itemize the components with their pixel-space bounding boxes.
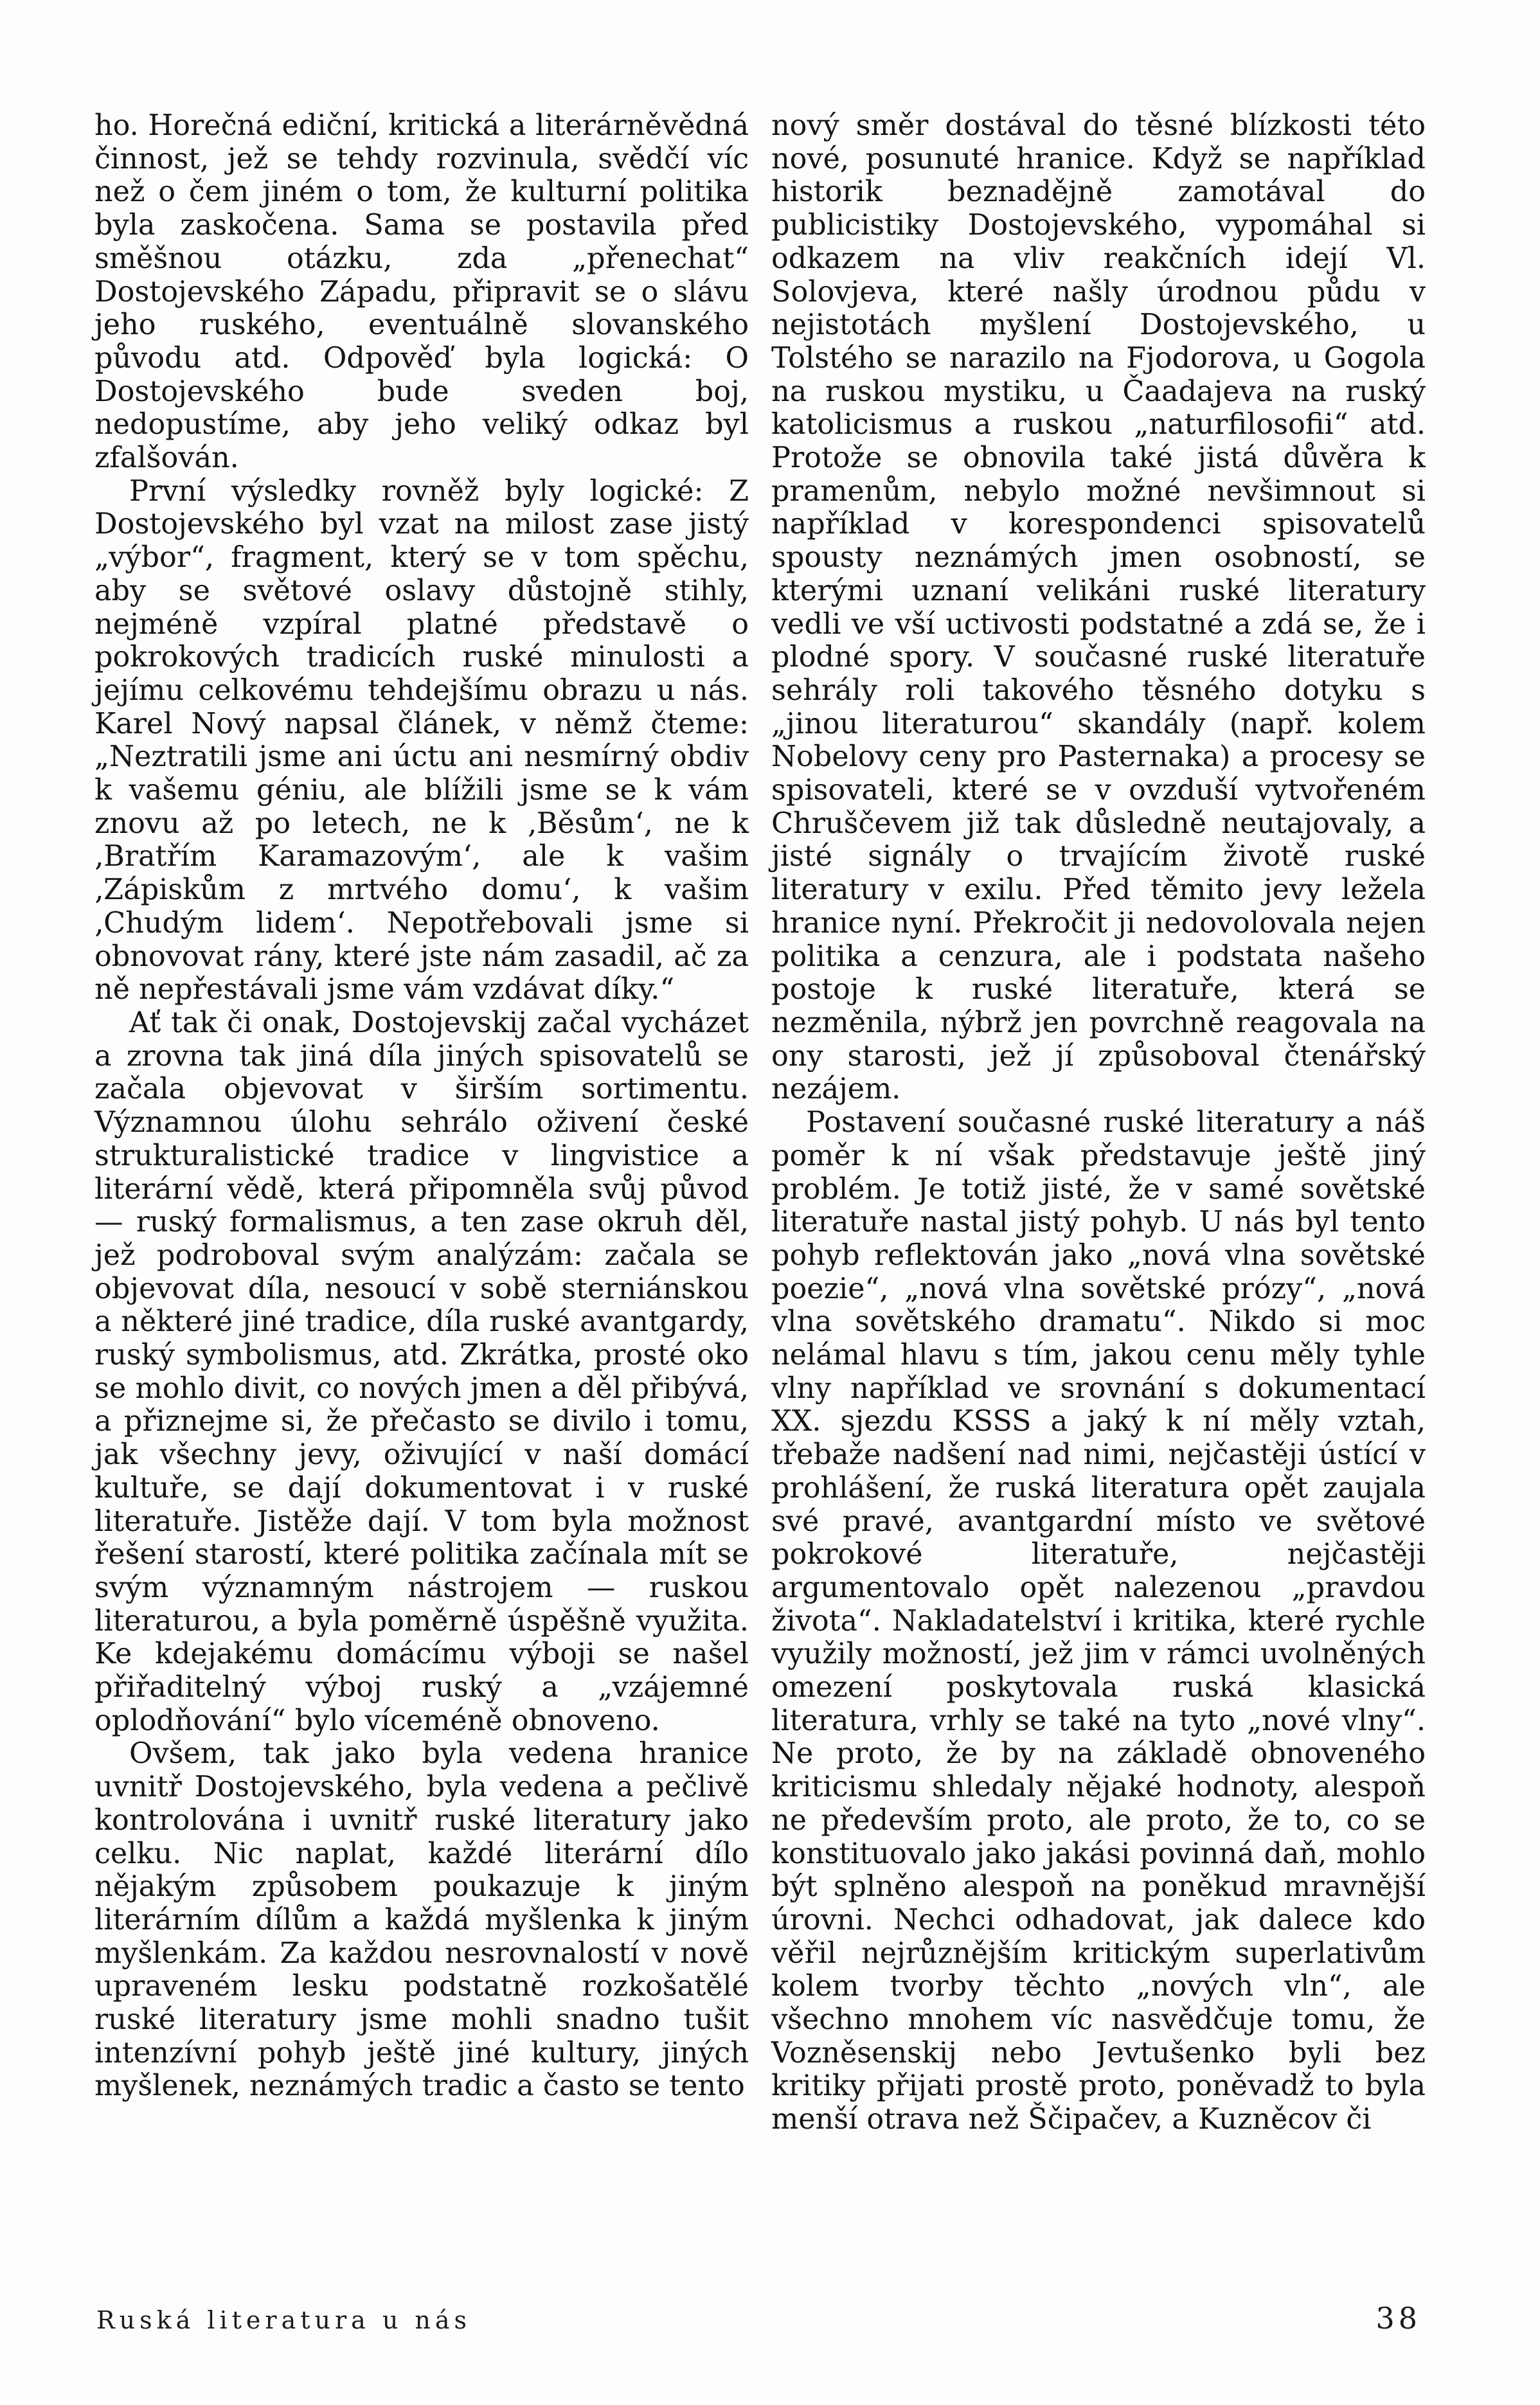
running-title: Ruská literatura u nás bbox=[96, 2306, 472, 2334]
paragraph: ho. Horečná ediční, kritická a literárněvědná činnost, jež se tehdy rozvinula, svědčí víc než o čem jiném o tom, že kulturní politika byla zaskočena. Sama se postavila před směšnou otázku, zda „přenechat“ Dostojevského Západu, připravit se o slávu jeho ruského, eventuálně slovanského původu atd. Odpověď byla logická: O Dostojevského bude sveden boj, nedopustíme, aby jeho veliký odkaz byl zfalšován. bbox=[94, 109, 749, 475]
paragraph: První výsledky rovněž byly logické: Z Dostojevského byl vzat na milost zase jistý „výbor“, fragment, který se v tom spěchu, aby se světové oslavy důstojně stihly, nejméně vzpíral platné představě o pokrokových tradicích ruské minulosti a jejímu celkovému tehdejšímu obrazu u nás. Karel Nový napsal článek, v němž čteme: „Neztratili jsme ani úctu ani nesmírný obdiv k vašemu géniu, ale blížili jsme se k vám znovu až po letech, ne k ‚Běsům‘, ne k ‚Bratřím Karamazovým‘, ale k vašim ‚Zápiskům z mrtvého domu‘, k vašim ‚Chudým lidem‘. Nepotřebovali jsme si obnovovat rány, které jste nám zasadil, ač za ně nepřestávali jsme vám vzdávat díky.“ bbox=[94, 474, 749, 1006]
page-number: 38 bbox=[1375, 2301, 1421, 2336]
right-column bbox=[771, 109, 1426, 2136]
paragraph: nový směr dostával do těsné blízkosti této nové, posunuté hranice. Když se například historik beznadějně zamotával do publicistiky Dostojevského, vypomáhal si odkazem na vliv reakčních idejí Vl. Solovjeva, které našly úrodnou půdu v nejistotách myšlení Dostojevského, u Tolstého se narazilo na Fjodorova, u Gogola na ruskou mystiku, u Čaadajeva na ruský katolicismus a ruskou „naturfilosofii“ atd. Protože se obnovila také jistá důvěra k pramenům, nebylo možné nevšimnout si například v korespondenci spisovatelů spousty neznámých jmen osobností, se kterými uznaní velikáni ruské literatury vedli ve vší uctivosti podstatné a zdá se, že i plodné spory. V současné ruské literatuře sehrály roli takového těsného dotyku s „jinou literaturou“ skandály (např. kolem Nobelovy ceny pro Pasternaka) a procesy se spisovateli, které se v ovzduší vytvořeném Chruščevem již tak důsledně neutajovaly, a jisté signály o trvajícím životě ruské literatury v exilu. Před těmito jevy ležela hranice nyní. Překročit ji nedovolovala nejen politika a cenzura, ale i podstata našeho postoje k ruské literatuře, která se nezměnila, nýbrž jen povrchně reagovala na ony starosti, jež jí způsoboval čtenářský nezájem. bbox=[771, 109, 1426, 1106]
paragraph: Postavení současné ruské literatury a náš poměr k ní však představuje ještě jiný problém. Je totiž jisté, že v samé sovětské literatuře nastal jistý pohyb. U nás byl tento pohyb reflektován jako „nová vlna sovětské poezie“, „nová vlna sovětské prózy“, „nová vlna sovětského dramatu“. Nikdo si moc nelámal hlavu s tím, jakou cenu měly tyhle vlny například ve srovnání s dokumentací XX. sjezdu KSSS a jaký k ní měly vztah, třebaže nadšení nad nimi, nejčastěji ústící v prohlášení, že ruská literatura opět zaujala své pravé, avantgardní místo ve světové pokrokové literatuře, nejčastěji argumentovalo opět nalezenou „pravdou života“. Nakladatelství i kritika, které rychle využily možností, jež jim v rámci uvolněných omezení poskytovala ruská klasická literatura, vrhly se také na tyto „nové vlny“. Ne proto, že by na základě obnoveného kriticismu shledaly nějaké hodnoty, alespoň ne především proto, ale proto, že to, co se konstituovalo jako jakási povinná daň, mohlo být splněno alespoň na poněkud mravnější úrovni. Nechci odhadovat, jak dalece kdo věřil nejrůznějším kritickým superlativům kolem tvorby těchto „nových vln“, ale všechno mnohem víc nasvědčuje tomu, že Vozněsenskij nebo Jevtušenko byli bez kritiky přijati prostě proto, poněvadž to byla menší otrava než Ščipačev, a Kuzněcov či bbox=[771, 1106, 1426, 2136]
left-column bbox=[94, 109, 749, 2103]
paragraph: Ovšem, tak jako byla vedena hranice uvnitř Dostojevského, byla vedena a pečlivě kontrolována i uvnitř ruské literatury jako celku. Nic naplat, každé literární dílo nějakým způsobem poukazuje k jiným literárním dílům a každá myšlenka k jiným myšlenkám. Za každou nesrovnalostí v nově upraveném lesku podstatně rozkošatělé ruské literatury jsme mohli snadno tušit intenzívní pohyb ještě jiné kultury, jiných myšlenek, neznámých tradic a často se tento bbox=[94, 1737, 749, 2103]
paragraph: Ať tak či onak, Dostojevskij začal vycházet a zrovna tak jiná díla jiných spisovatelů se začala objevovat v širším sortimentu. Významnou úlohu sehrálo oživení české strukturalistické tradice v lingvistice a literární vědě, která připomněla svůj původ — ruský formalismus, a ten zase okruh děl, jež podroboval svým analýzám: začala se objevovat díla, nesoucí v sobě sterniánskou a některé jiné tradice, díla ruské avantgardy, ruský symbolismus, atd. Zkrátka, prosté oko se mohlo divit, co nových jmen a děl přibývá, a přiznejme si, že přečasto se divilo i tomu, jak všechny jevy, oživující v naší domácí kultuře, se dají dokumentovat i v ruské literatuře. Jistěže dají. V tom byla možnost řešení starostí, které politika začínala mít se svým významným nástrojem — ruskou literaturou, a byla poměrně úspěšně využita. Ke kdejakému domácímu výboji se našel přiřaditelný výboj ruský a „vzájemné oplodňování“ bylo víceméně obnoveno. bbox=[94, 1006, 749, 1737]
